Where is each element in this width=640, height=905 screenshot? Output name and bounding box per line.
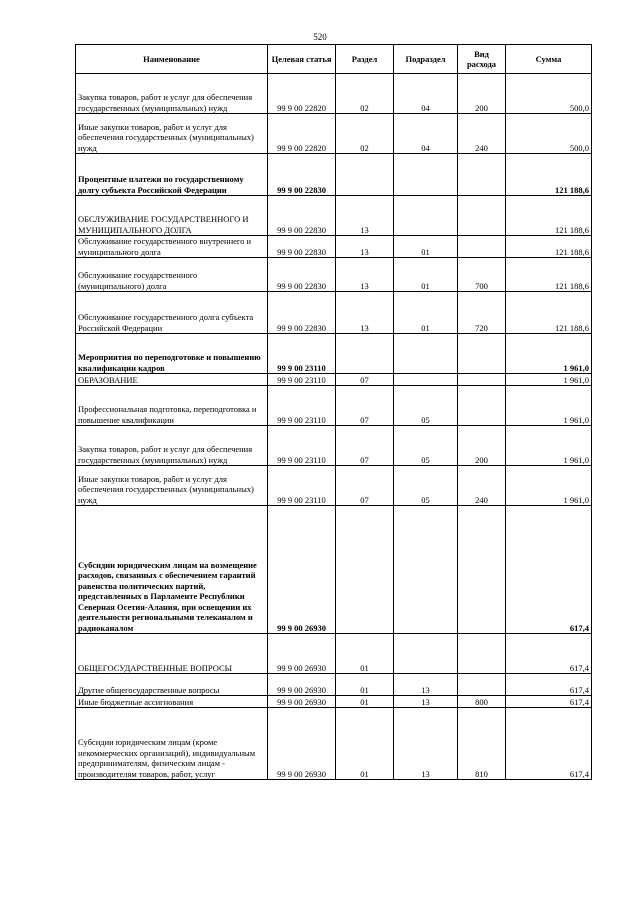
- cell-section: [336, 334, 394, 374]
- cell-name: Процентные платежи по государственному долгу субъекта Российской Федерации: [76, 154, 268, 196]
- cell-subsection: 05: [394, 426, 458, 466]
- cell-sum: 121 188,6: [506, 154, 592, 196]
- cell-name: Иные закупки товаров, работ и услуг для обеспечения государственных (муниципальных) нужд: [76, 466, 268, 506]
- cell-sum: 1 961,0: [506, 466, 592, 506]
- cell-section: 07: [336, 466, 394, 506]
- cell-expense-type: [458, 674, 506, 696]
- table-row: [76, 674, 592, 696]
- cell-target: 99 9 00 23110: [268, 334, 336, 374]
- table-row: [76, 74, 592, 114]
- header-sum: Сумма: [506, 45, 592, 74]
- cell-section: 13: [336, 236, 394, 258]
- cell-sum: 617,4: [506, 708, 592, 780]
- table-row: [76, 196, 592, 236]
- header-target: Целевая статья: [268, 45, 336, 74]
- cell-name: Субсидии юридическим лицам (кроме некоммерческих организаций), индивидуальным предпринимателям, физическим лицам - производителям товаров, работ, услуг: [76, 708, 268, 780]
- cell-expense-type: [458, 506, 506, 634]
- cell-sum: 617,4: [506, 674, 592, 696]
- cell-subsection: 13: [394, 674, 458, 696]
- cell-subsection: 05: [394, 466, 458, 506]
- cell-sum: 617,4: [506, 696, 592, 708]
- header-section: Раздел: [336, 45, 394, 74]
- cell-expense-type: 200: [458, 426, 506, 466]
- cell-expense-type: [458, 154, 506, 196]
- cell-subsection: 13: [394, 696, 458, 708]
- cell-expense-type: [458, 386, 506, 426]
- table-row: [76, 374, 592, 386]
- table-row: [76, 466, 592, 506]
- cell-subsection: 04: [394, 74, 458, 114]
- cell-sum: 121 188,6: [506, 292, 592, 334]
- cell-target: 99 9 00 26930: [268, 506, 336, 634]
- cell-name: Обслуживание государственного (муниципального) долга: [76, 258, 268, 292]
- cell-expense-type: 240: [458, 114, 506, 154]
- cell-name: Профессиональная подготовка, переподготовка и повышение квалификации: [76, 386, 268, 426]
- cell-subsection: 01: [394, 292, 458, 334]
- cell-subsection: [394, 374, 458, 386]
- cell-sum: 121 188,6: [506, 196, 592, 236]
- cell-subsection: [394, 506, 458, 634]
- cell-target: 99 9 00 22820: [268, 114, 336, 154]
- table-row: [76, 634, 592, 674]
- cell-name: Обслуживание государственного внутреннего и муниципального долга: [76, 236, 268, 258]
- cell-sum: 121 188,6: [506, 236, 592, 258]
- table-row: [76, 426, 592, 466]
- cell-subsection: [394, 634, 458, 674]
- header-name: Наименование: [76, 45, 268, 74]
- cell-section: [336, 154, 394, 196]
- cell-target: 99 9 00 23110: [268, 466, 336, 506]
- cell-target: 99 9 00 23110: [268, 386, 336, 426]
- cell-subsection: 04: [394, 114, 458, 154]
- table-row: [76, 236, 592, 258]
- cell-target: 99 9 00 26930: [268, 708, 336, 780]
- cell-target: 99 9 00 22830: [268, 292, 336, 334]
- cell-subsection: [394, 196, 458, 236]
- cell-expense-type: [458, 196, 506, 236]
- cell-name: ОБСЛУЖИВАНИЕ ГОСУДАРСТВЕННОГО И МУНИЦИПАЛЬНОГО ДОЛГА: [76, 196, 268, 236]
- cell-expense-type: [458, 374, 506, 386]
- cell-target: 99 9 00 23110: [268, 374, 336, 386]
- cell-sum: 500,0: [506, 114, 592, 154]
- cell-name: Закупка товаров, работ и услуг для обеспечения государственных (муниципальных) нужд: [76, 74, 268, 114]
- table-header-row: [76, 45, 592, 74]
- table-row: [76, 114, 592, 154]
- table-row: [76, 292, 592, 334]
- budget-table: [75, 44, 592, 780]
- cell-section: 01: [336, 708, 394, 780]
- cell-expense-type: 800: [458, 696, 506, 708]
- page-number: 520: [313, 32, 327, 42]
- cell-section: 13: [336, 196, 394, 236]
- cell-section: 07: [336, 426, 394, 466]
- table-row: [76, 708, 592, 780]
- cell-target: 99 9 00 26930: [268, 634, 336, 674]
- cell-section: 07: [336, 374, 394, 386]
- cell-name: Закупка товаров, работ и услуг для обеспечения государственных (муниципальных) нужд: [76, 426, 268, 466]
- cell-sum: 617,4: [506, 634, 592, 674]
- cell-sum: 121 188,6: [506, 258, 592, 292]
- cell-sum: 1 961,0: [506, 426, 592, 466]
- cell-expense-type: [458, 236, 506, 258]
- cell-section: 01: [336, 696, 394, 708]
- cell-target: 99 9 00 26930: [268, 696, 336, 708]
- cell-section: 07: [336, 386, 394, 426]
- cell-section: 01: [336, 634, 394, 674]
- cell-name: Иные бюджетные ассигнования: [76, 696, 268, 708]
- cell-name: Субсидии юридическим лицам на возмещение расходов, связанных с обеспечением гарантий равенства политических партий, представленных в Парламенте Республики Северная Осетия-Алания, при освещении их деятельности региональными телеканалом и радиоканалом: [76, 506, 268, 634]
- cell-target: 99 9 00 22820: [268, 74, 336, 114]
- cell-subsection: 05: [394, 386, 458, 426]
- cell-name: Иные закупки товаров, работ и услуг для обеспечения государственных (муниципальных) нужд: [76, 114, 268, 154]
- cell-expense-type: 200: [458, 74, 506, 114]
- cell-expense-type: [458, 334, 506, 374]
- cell-subsection: 13: [394, 708, 458, 780]
- cell-section: 01: [336, 674, 394, 696]
- cell-name: Обслуживание государственного долга субъекта Российской Федерации: [76, 292, 268, 334]
- cell-subsection: 01: [394, 258, 458, 292]
- cell-subsection: 01: [394, 236, 458, 258]
- cell-section: 02: [336, 74, 394, 114]
- cell-target: 99 9 00 22830: [268, 236, 336, 258]
- table-row: [76, 258, 592, 292]
- cell-expense-type: [458, 634, 506, 674]
- cell-target: 99 9 00 22830: [268, 258, 336, 292]
- table-row: [76, 334, 592, 374]
- cell-subsection: [394, 154, 458, 196]
- cell-section: 13: [336, 258, 394, 292]
- table-row: [76, 386, 592, 426]
- table-row: [76, 696, 592, 708]
- cell-sum: 1 961,0: [506, 334, 592, 374]
- cell-target: 99 9 00 22830: [268, 196, 336, 236]
- cell-name: Другие общегосударственные вопросы: [76, 674, 268, 696]
- cell-expense-type: 720: [458, 292, 506, 334]
- cell-target: 99 9 00 26930: [268, 674, 336, 696]
- cell-expense-type: 700: [458, 258, 506, 292]
- cell-sum: 1 961,0: [506, 374, 592, 386]
- cell-sum: 617,4: [506, 506, 592, 634]
- cell-sum: 500,0: [506, 74, 592, 114]
- cell-subsection: [394, 334, 458, 374]
- cell-expense-type: 240: [458, 466, 506, 506]
- cell-expense-type: 810: [458, 708, 506, 780]
- cell-sum: 1 961,0: [506, 386, 592, 426]
- header-subsection: Подраздел: [394, 45, 458, 74]
- header-expense-type: Вид расхода: [458, 45, 506, 74]
- cell-target: 99 9 00 22830: [268, 154, 336, 196]
- table-row: [76, 154, 592, 196]
- cell-target: 99 9 00 23110: [268, 426, 336, 466]
- cell-name: Мероприятия по переподготовке и повышению квалификации кадров: [76, 334, 268, 374]
- table-row: [76, 506, 592, 634]
- cell-section: 02: [336, 114, 394, 154]
- cell-name: ОБЩЕГОСУДАРСТВЕННЫЕ ВОПРОСЫ: [76, 634, 268, 674]
- cell-section: 13: [336, 292, 394, 334]
- cell-name: ОБРАЗОВАНИЕ: [76, 374, 268, 386]
- cell-section: [336, 506, 394, 634]
